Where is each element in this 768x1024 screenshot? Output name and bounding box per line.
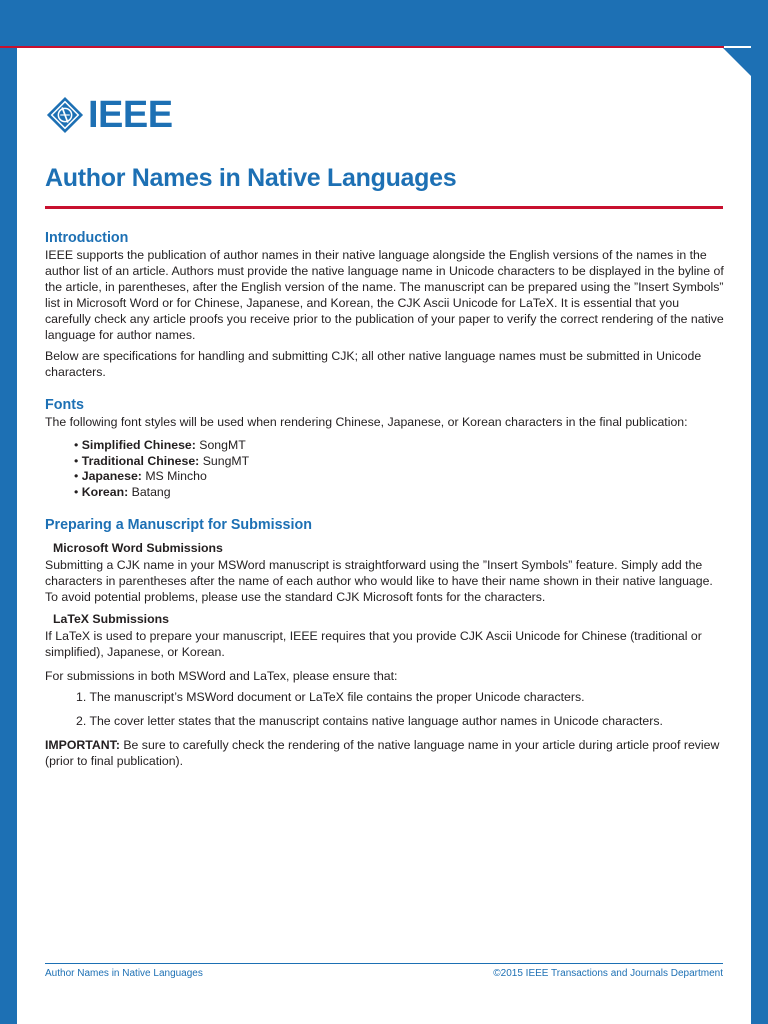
fonts-heading: Fonts — [45, 397, 84, 413]
page-title: Author Names in Native Languages — [45, 164, 457, 192]
font-list-item: • Japanese: MS Mincho — [74, 469, 207, 483]
top-red-rule — [0, 46, 724, 48]
page-corner-fold — [723, 48, 768, 93]
introduction-paragraph-2: Below are specifications for handling and submitting CJK; all other native language names must be submitted in Unicode characters. — [45, 349, 702, 379]
both-paragraph: For submissions in both MSWord and LaTex, please ensure that: — [45, 669, 398, 683]
fonts-intro: The following font styles will be used when rendering Chinese, Japanese, or Korean characters in the final publication: — [45, 415, 688, 429]
font-list-item: • Traditional Chinese: SungMT — [74, 453, 250, 468]
footer-title: Author Names in Native Languages — [45, 968, 203, 979]
font-list-item: • Simplified Chinese: SongMT — [74, 438, 246, 452]
requirement-item: 2. The cover letter states that the manuscript contains native language author names in Unicode characters. — [76, 714, 663, 728]
latex-paragraph: If LaTeX is used to prepare your manuscript, IEEE requires that you provide CJK Ascii Unicode for Chinese (traditional or simplified), Japanese, or Korean. — [45, 629, 702, 659]
requirements-list — [45, 689, 725, 729]
important-note: IMPORTANT: Be sure to carefully check the rendering of the native language name in your article during article proof review (prior to final publication). — [45, 738, 720, 768]
requirement-item: 1. The manuscript’s MSWord document or LaTeX file contains the proper Unicode characters. — [76, 690, 585, 704]
ieee-diamond-icon — [46, 96, 84, 134]
footer-divider — [45, 963, 723, 964]
msword-paragraph: Submitting a CJK name in your MSWord manuscript is straightforward using the ”Insert Symbols” feature. Simply add the characters in parentheses after the name of each author who would like to have their name shown in their native language. To avoid potential problems, please use the standard CJK Microsoft fonts for the characters. — [45, 558, 713, 604]
font-list — [45, 438, 725, 500]
footer-copyright: ©2015 IEEE Transactions and Journals Department — [493, 968, 723, 979]
document-body — [45, 229, 725, 769]
title-divider — [45, 206, 723, 209]
latex-heading: LaTeX Submissions — [53, 612, 169, 626]
left-band — [0, 0, 17, 1024]
right-band — [751, 0, 768, 1024]
font-list-item: • Korean: Batang — [74, 484, 171, 499]
introduction-heading: Introduction — [45, 230, 129, 246]
logo-text: IEEE — [88, 94, 173, 136]
introduction-paragraph-1: IEEE supports the publication of author names in their native language alongside the English versions of the names in the author list of an article. Authors must provide the native language name in Unicode characters to be displayed in the byline of the article, in parentheses, after the English version of the name. The manuscript can be prepared using the ”Insert Symbols” list in Microsoft Word or for Chinese, Japanese, and Korean, the CJK Ascii Unicode for LaTeX. It is essential that you carefully check any article proofs you receive prior to the publication of your paper to verify the correct rendering of the native language for author names. — [45, 248, 724, 342]
msword-heading: Microsoft Word Submissions — [53, 541, 223, 555]
preparing-heading: Preparing a Manuscript for Submission — [45, 517, 312, 533]
top-band — [0, 0, 768, 46]
ieee-logo — [46, 93, 173, 137]
